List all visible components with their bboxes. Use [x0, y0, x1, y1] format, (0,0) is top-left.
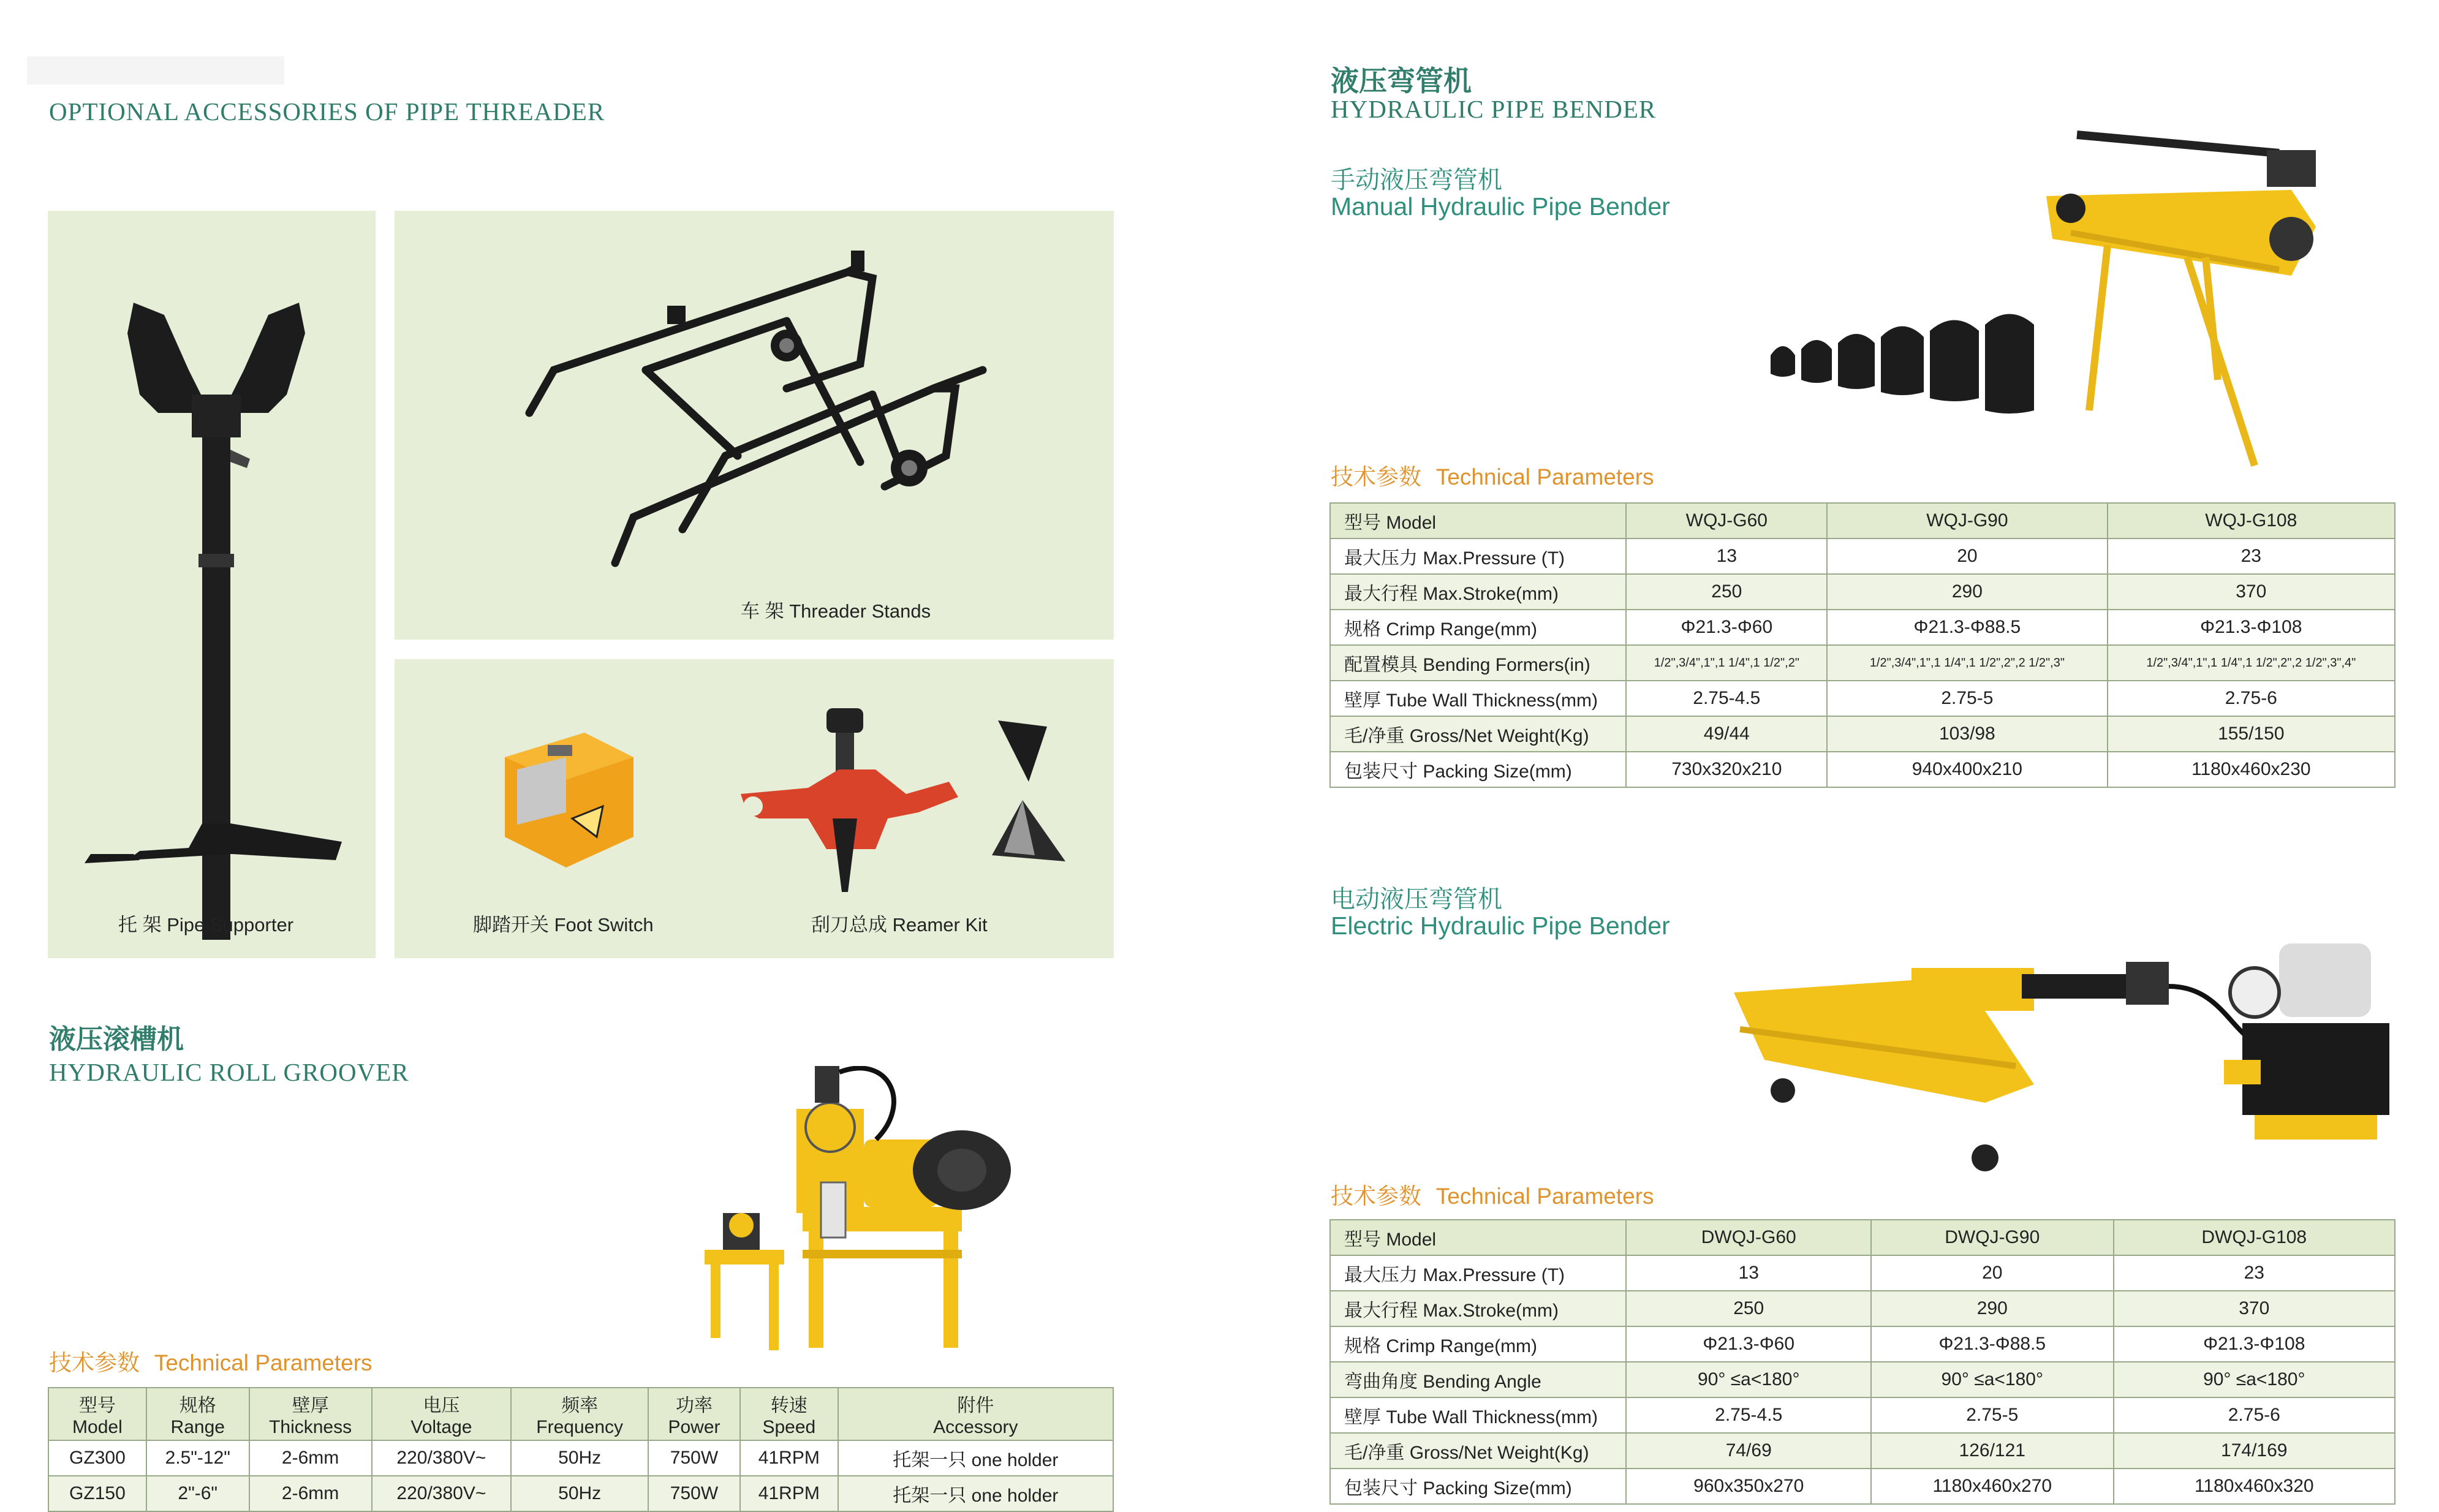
table-row [1330, 1397, 2395, 1433]
table-row [1330, 1220, 2395, 1255]
threader-stands-panel [395, 211, 1114, 640]
table-cell: Φ21.3-Φ108 [2114, 1326, 2395, 1362]
groover-header-thickness: 壁厚 Thickness [249, 1388, 372, 1440]
groover-header-range: 规格 Range [146, 1388, 249, 1440]
table-cell: 20 [1827, 539, 2107, 574]
scan-mark [27, 56, 284, 85]
caption-threader-stands: 车 架 Threader Stands [741, 600, 931, 622]
table-row [1330, 539, 2395, 574]
table-cell: 1/2",3/4",1",1 1/4",1 1/2",2",2 1/2",3" [1827, 645, 2107, 681]
groover-tp-heading [49, 1344, 372, 1377]
table-cell: 90° ≤a<180° [1626, 1362, 1871, 1397]
table-cell: 370 [2108, 574, 2395, 610]
table-row [1330, 574, 2395, 610]
bender-title-en: HYDRAULIC PIPE BENDER [1331, 95, 1657, 123]
table-cell: 126/121 [1871, 1433, 2114, 1469]
electric-bender-image [1728, 919, 2402, 1176]
table-cell: DWQJ-G90 [1871, 1220, 2114, 1255]
electric-tp-en: Technical Parameters [1435, 1184, 1654, 1209]
table-row [1330, 1291, 2395, 1326]
roll-groover-image [692, 1066, 1084, 1354]
table-cell: 1180x460x320 [2114, 1469, 2395, 1504]
table-cell: 1/2",3/4",1",1 1/4",1 1/2",2",2 1/2",3",4" [2108, 645, 2395, 681]
table-cell: 750W [648, 1440, 740, 1476]
table-cell: 1/2",3/4",1",1 1/4",1 1/2",2" [1626, 645, 1827, 681]
table-cell: 155/150 [2108, 716, 2395, 752]
table-cell: 250 [1626, 574, 1827, 610]
table-cell: 弯曲角度 Bending Angle [1330, 1362, 1626, 1397]
electric-tp-cn: 技术参数 [1331, 1184, 1421, 1209]
table-row [1330, 1433, 2395, 1469]
table-cell: 90° ≤a<180° [2114, 1362, 2395, 1397]
table-row [1330, 1362, 2395, 1397]
table-cell: 包装尺寸 Packing Size(mm) [1330, 1469, 1626, 1504]
groover-header-voltage: 电压 Voltage [372, 1388, 512, 1440]
table-cell: 2"-6" [146, 1476, 249, 1511]
table-cell: 2.75-4.5 [1626, 681, 1827, 716]
table-cell: 960x350x270 [1626, 1469, 1871, 1504]
table-cell: 750W [648, 1476, 740, 1511]
table-cell: 220/380V~ [372, 1476, 512, 1511]
groover-spec-table [48, 1387, 1114, 1512]
groover-header-row [48, 1388, 1113, 1440]
table-cell: 托架一只 one holder [838, 1476, 1113, 1511]
table-cell: 规格 Crimp Range(mm) [1330, 1326, 1626, 1362]
table-cell: Φ21.3-Φ88.5 [1827, 610, 2107, 645]
table-row [48, 1440, 1113, 1476]
table-row [1330, 645, 2395, 681]
table-cell: 最大压力 Max.Pressure (T) [1330, 539, 1626, 574]
accessories-title: OPTIONAL ACCESSORIES OF PIPE THREADER [49, 97, 605, 126]
table-cell: 最大行程 Max.Stroke(mm) [1330, 1291, 1626, 1326]
table-cell: 2.75-5 [1871, 1397, 2114, 1433]
table-cell: 2.75-5 [1827, 681, 2107, 716]
bender-title-cn: 液压弯管机 [1331, 64, 1472, 97]
table-cell: 2.75-4.5 [1626, 1397, 1871, 1433]
table-cell: 2.75-6 [2108, 681, 2395, 716]
table-cell: 730x320x210 [1626, 752, 1827, 787]
caption-pipe-supporter: 托 架 Pipe Supporter [118, 914, 294, 936]
table-cell: 2.75-6 [2114, 1397, 2395, 1433]
table-cell: 290 [1871, 1291, 2114, 1326]
manual-tp-en: Technical Parameters [1435, 464, 1654, 490]
table-cell: 290 [1827, 574, 2107, 610]
table-cell: Φ21.3-Φ108 [2108, 610, 2395, 645]
table-cell: 90° ≤a<180° [1871, 1362, 2114, 1397]
table-cell: 型号 Model [1330, 503, 1626, 539]
groover-title-cn: 液压滚槽机 [49, 1024, 184, 1055]
table-cell: WQJ-G90 [1827, 503, 2107, 539]
table-cell: 毛/净重 Gross/Net Weight(Kg) [1330, 716, 1626, 752]
table-cell: 2-6mm [249, 1476, 372, 1511]
electric-spec-table [1329, 1219, 2396, 1505]
pipe-supporter-image [48, 211, 376, 958]
caption-reamer-kit: 刮刀总成 Reamer Kit [811, 914, 988, 936]
table-cell: GZ300 [48, 1440, 146, 1476]
table-row [1330, 610, 2395, 645]
groover-title-en: HYDRAULIC ROLL GROOVER [49, 1058, 409, 1086]
table-cell: Φ21.3-Φ60 [1626, 1326, 1871, 1362]
table-cell: 壁厚 Tube Wall Thickness(mm) [1330, 1397, 1626, 1433]
bending-formers-image [1764, 306, 2034, 423]
electric-tp-heading [1331, 1177, 1654, 1211]
table-cell: 最大行程 Max.Stroke(mm) [1330, 574, 1626, 610]
table-cell: 1180x460x230 [2108, 752, 2395, 787]
groover-tp-cn: 技术参数 [49, 1350, 140, 1375]
table-cell: 壁厚 Tube Wall Thickness(mm) [1330, 681, 1626, 716]
table-cell: DWQJ-G108 [2114, 1220, 2395, 1255]
table-cell: 220/380V~ [372, 1440, 512, 1476]
foot-switch-reamer-panel [395, 659, 1114, 958]
table-cell: 型号 Model [1330, 1220, 1626, 1255]
groover-header-speed: 转速 Speed [740, 1388, 838, 1440]
manual-tp-cn: 技术参数 [1331, 464, 1421, 490]
table-row [1330, 681, 2395, 716]
table-cell: 2-6mm [249, 1440, 372, 1476]
table-cell: 103/98 [1827, 716, 2107, 752]
table-cell: GZ150 [48, 1476, 146, 1511]
threader-stands-image [395, 211, 1114, 640]
table-row [1330, 716, 2395, 752]
table-cell: 20 [1871, 1255, 2114, 1291]
table-cell: WQJ-G60 [1626, 503, 1827, 539]
groover-tp-en: Technical Parameters [154, 1350, 372, 1375]
table-cell: 23 [2114, 1255, 2395, 1291]
manual-spec-table [1329, 502, 2396, 788]
table-cell: 174/169 [2114, 1433, 2395, 1469]
table-cell: 41RPM [740, 1476, 838, 1511]
groover-header-accessory: 附件 Accessory [838, 1388, 1113, 1440]
table-cell: Φ21.3-Φ88.5 [1871, 1326, 2114, 1362]
caption-foot-switch: 脚踏开关 Foot Switch [473, 914, 654, 936]
table-cell: 13 [1626, 539, 1827, 574]
table-row [48, 1476, 1113, 1511]
reamer-blades-image [980, 708, 1078, 868]
table-cell: 50Hz [511, 1476, 648, 1511]
foot-switch-image [493, 720, 652, 880]
table-cell: 毛/净重 Gross/Net Weight(Kg) [1330, 1433, 1626, 1469]
table-row [1330, 752, 2395, 787]
groover-header-frequency: 频率 Frequency [511, 1388, 648, 1440]
pipe-supporter-panel [48, 211, 376, 958]
table-cell: 940x400x210 [1827, 752, 2107, 787]
electric-sub-en: Electric Hydraulic Pipe Bender [1331, 912, 1670, 940]
groover-header-model: 型号 Model [48, 1388, 146, 1440]
table-cell: 配置模具 Bending Formers(in) [1330, 645, 1626, 681]
table-cell: 最大压力 Max.Pressure (T) [1330, 1255, 1626, 1291]
table-cell: 托架一只 one holder [838, 1440, 1113, 1476]
manual-sub-en: Manual Hydraulic Pipe Bender [1331, 192, 1670, 221]
table-cell: 370 [2114, 1291, 2395, 1326]
reamer-kit-image [735, 696, 967, 898]
table-cell: 50Hz [511, 1440, 648, 1476]
table-cell: 包装尺寸 Packing Size(mm) [1330, 752, 1626, 787]
table-cell: Φ21.3-Φ60 [1626, 610, 1827, 645]
table-cell: DWQJ-G60 [1626, 1220, 1871, 1255]
table-cell: 2.5"-12" [146, 1440, 249, 1476]
groover-header-power: 功率 Power [648, 1388, 740, 1440]
table-cell: WQJ-G108 [2108, 503, 2395, 539]
table-cell: 规格 Crimp Range(mm) [1330, 610, 1626, 645]
table-row [1330, 1469, 2395, 1504]
manual-bender-image [2034, 116, 2340, 484]
table-cell: 250 [1626, 1291, 1871, 1326]
table-cell: 49/44 [1626, 716, 1827, 752]
table-cell: 13 [1626, 1255, 1871, 1291]
table-cell: 41RPM [740, 1440, 838, 1476]
electric-sub-cn: 电动液压弯管机 [1331, 885, 1502, 913]
table-row [1330, 1255, 2395, 1291]
table-cell: 1180x460x270 [1871, 1469, 2114, 1504]
manual-sub-cn: 手动液压弯管机 [1331, 166, 1502, 194]
table-cell: 23 [2108, 539, 2395, 574]
table-cell: 74/69 [1626, 1433, 1871, 1469]
table-row [1330, 1326, 2395, 1362]
manual-tp-heading [1331, 458, 1654, 491]
table-row [1330, 503, 2395, 539]
